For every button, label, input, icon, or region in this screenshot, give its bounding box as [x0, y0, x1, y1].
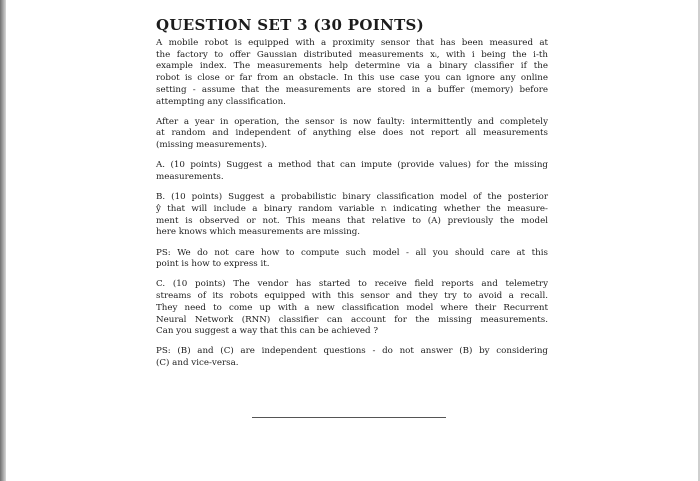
text-line: setting - assume that the measurements are stored in a buffer (memory) before	[156, 84, 548, 95]
question-body	[156, 38, 548, 378]
text-line: measurements.	[156, 172, 224, 183]
text-line: (missing measurements).	[156, 140, 267, 151]
paragraph-ps-1	[156, 248, 548, 271]
paragraph-intro	[156, 38, 548, 108]
text-line: ment is observed or not. This means that relative to (A) previously the model	[156, 215, 548, 226]
text-line: PS: (B) and (C) are independent questions - do not answer (B) by considering	[156, 346, 548, 357]
paragraph-part-a	[156, 160, 548, 183]
text-line: They need to come up with a new classification model where their Recurrent	[156, 302, 548, 313]
text-line: example index. The measurements help determine via a binary classifier if the	[156, 61, 548, 72]
text-line: B. (10 points) Suggest a probabilistic binary classification model of the posterior	[156, 192, 548, 203]
text-line: A mobile robot is equipped with a proximity sensor that has been measured at	[156, 38, 548, 48]
text-line: (C) and vice-versa.	[156, 358, 239, 369]
text-line: streams of its robots equipped with this sensor and they try to avoid a recall.	[156, 291, 548, 302]
text-line: Can you suggest a way that this can be achieved ?	[156, 326, 378, 337]
text-line: at random and independent of anything else does not report all measurements	[156, 128, 548, 139]
page-edge-shadow	[0, 0, 6, 481]
text-line: attempting any classification.	[156, 96, 286, 107]
paragraph-part-c	[156, 279, 548, 338]
text-line: A. (10 points) Suggest a method that can impute (provide values) for the missing	[156, 160, 548, 171]
text-line: robot is close or far from an obstacle. In this use case you can ignore any online	[156, 73, 548, 84]
text-line: ŷ that will include a binary random variable rᵢ indicating whether the measure-	[156, 203, 548, 214]
horizontal-rule	[252, 417, 446, 418]
text-line: the factory to offer Gaussian distributed measurements xᵢ, with i being the i-th	[156, 49, 548, 60]
paragraph-part-b	[156, 192, 548, 239]
paragraph-faulty-sensor	[156, 117, 548, 152]
text-line: Neural Network (RNN) classifier can account for the missing measurements.	[156, 314, 548, 325]
text-line: point is how to express it.	[156, 259, 270, 270]
text-line: C. (10 points) The vendor has started to receive field reports and telemetry	[156, 279, 548, 290]
text-line: PS: We do not care how to compute such model - all you should care at this	[156, 247, 548, 258]
text-line: here knows which measurements are missing.	[156, 227, 361, 238]
text-line: After a year in operation, the sensor is now faulty: intermittently and completely	[156, 116, 548, 127]
paragraph-ps-2	[156, 346, 548, 369]
page-title: QUESTION SET 3 (30 POINTS)	[156, 16, 425, 34]
